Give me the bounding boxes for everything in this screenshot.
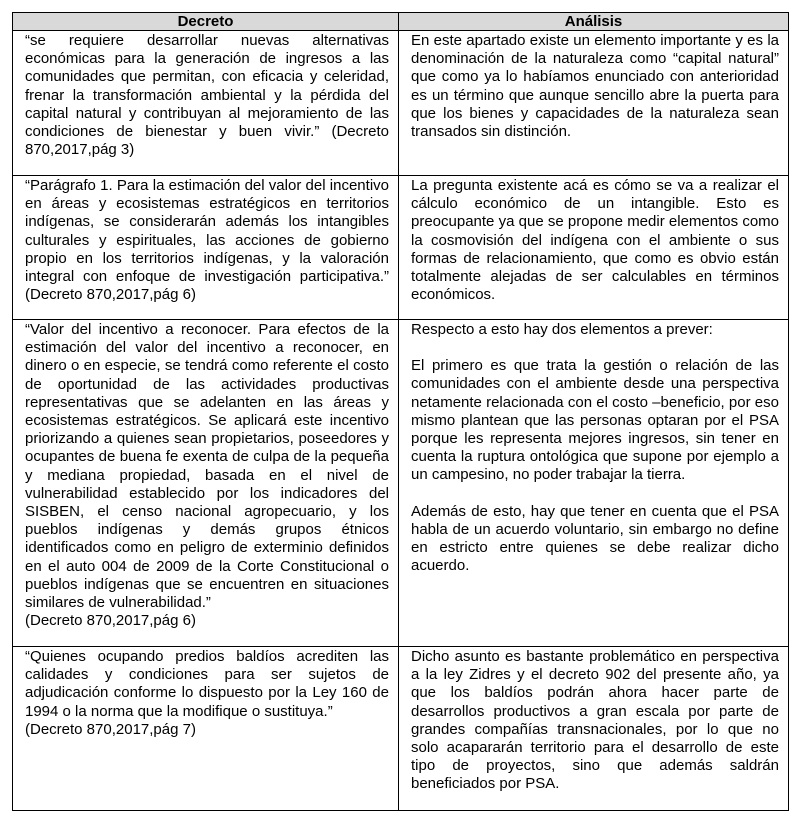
table-row	[13, 176, 789, 320]
column-header-decreto: Decreto	[13, 13, 399, 31]
table-row	[13, 320, 789, 647]
analisis-paragraph: La pregunta existente acá es cómo se va a realizar el cálculo económico de un intangible. Esto es preocupante ya que se propone medir elementos como la cosmovisión del indígena con el ambiente o sus formas de relacionamiento, que como es obvio están totalmente alejadas de ser calculables en términos económicos.	[411, 177, 779, 304]
table-header-row	[13, 13, 789, 31]
analisis-cell	[399, 320, 789, 647]
decreto-paragraph: “Parágrafo 1. Para la estimación del valor del incentivo en áreas y ecosistemas estratégicos en territorios indígenas, se considerarán además los intangibles culturales y espirituales, las acciones de gobierno propio en los territorios indígenas, y la valoración integral con enfoque de investigación participativa.” (Decreto 870,2017,pág 6)	[25, 177, 389, 304]
decree-analysis-table	[12, 12, 789, 811]
decreto-cell	[13, 647, 399, 811]
analisis-paragraph: El primero es que trata la gestión o relación de las comunidades con el ambiente desde una perspectiva netamente relacionada con el costo –beneficio, por eso mismo plantean que las personas optaran por el PSA porque les representa mejores ingresos, sin tener en cuenta la ruptura ontológica que supone por ejemplo a un campesino, no poder trabajar la tierra.	[411, 357, 779, 484]
analisis-paragraph: Dicho asunto es bastante problemático en perspectiva a la ley Zidres y el decreto 902 del presente año, ya que los baldíos podrán ahora hacer parte de desarrollos productivos a gran escala por parte de grandes compañías transnacionales, por lo que no solo acapararán territorio para el desarrollo de este tipo de proyectos, sino que además saldrán beneficiados por PSA.	[411, 648, 779, 793]
decreto-paragraph: “se requiere desarrollar nuevas alternativas económicas para la generación de ingresos a las comunidades que permitan, con eficacia y celeridad, frenar la transformación ambiental y la pérdida del capital natural y contribuyan al mejoramiento de las condiciones de bienestar y buen vivir.” (Decreto 870,2017,pág 3)	[25, 32, 389, 159]
decreto-citation: (Decreto 870,2017,pág 7)	[25, 720, 196, 738]
table-row	[13, 647, 789, 811]
analisis-paragraph: Respecto a esto hay dos elementos a prever:	[411, 321, 713, 338]
analisis-cell	[399, 176, 789, 320]
analisis-cell	[399, 647, 789, 811]
analisis-paragraph: Además de esto, hay que tener en cuenta que el PSA habla de un acuerdo voluntario, sin embargo no define en estricto entre quienes se debe realizar dicho acuerdo.	[411, 502, 779, 575]
decreto-citation: (Decreto 870,2017,pág 6)	[25, 612, 196, 630]
decreto-paragraph: “Quienes ocupando predios baldíos acrediten las calidades y condiciones para ser sujetos de adjudicación conforme lo dispuesto por la Ley 160 de 1994 o la norma que la modifique o sustituya.”	[25, 648, 389, 720]
analisis-cell	[399, 31, 789, 176]
column-header-analisis: Análisis	[399, 13, 789, 31]
decreto-cell	[13, 176, 399, 320]
document-page	[12, 12, 788, 811]
decreto-cell	[13, 320, 399, 647]
decreto-cell	[13, 31, 399, 176]
table-row	[13, 31, 789, 176]
decreto-paragraph: “Valor del incentivo a reconocer. Para efectos de la estimación del valor del incentivo a reconocer, en dinero o en especie, se tendrá como referente el costo de oportunidad de las actividades productivas representativas que se adelanten en las áreas y ecosistemas estratégicos. Se aplicará este incentivo priorizando a quienes sean propietarios, poseedores y ocupantes de buena fe exenta de culpa de la pequeña y mediana propiedad, basada en el nivel de vulnerabilidad establecido por los indicadores del SISBEN, el censo nacional agropecuario, y los pueblos indígenas y demás grupos étnicos identificados como en peligro de exterminio definidos en el auto 004 de 2009 de la Corte Constitucional o pueblos indígenas que se encuentren en situaciones similares de vulnerabilidad.”	[25, 321, 389, 612]
analisis-paragraph: En este apartado existe un elemento importante y es la denominación de la naturaleza como “capital natural” que como ya lo habíamos enunciado con anterioridad es un término que aunque sencillo abre la puerta para que los bienes y capacidades de la naturaleza sean transados sin distinción.	[411, 32, 779, 141]
